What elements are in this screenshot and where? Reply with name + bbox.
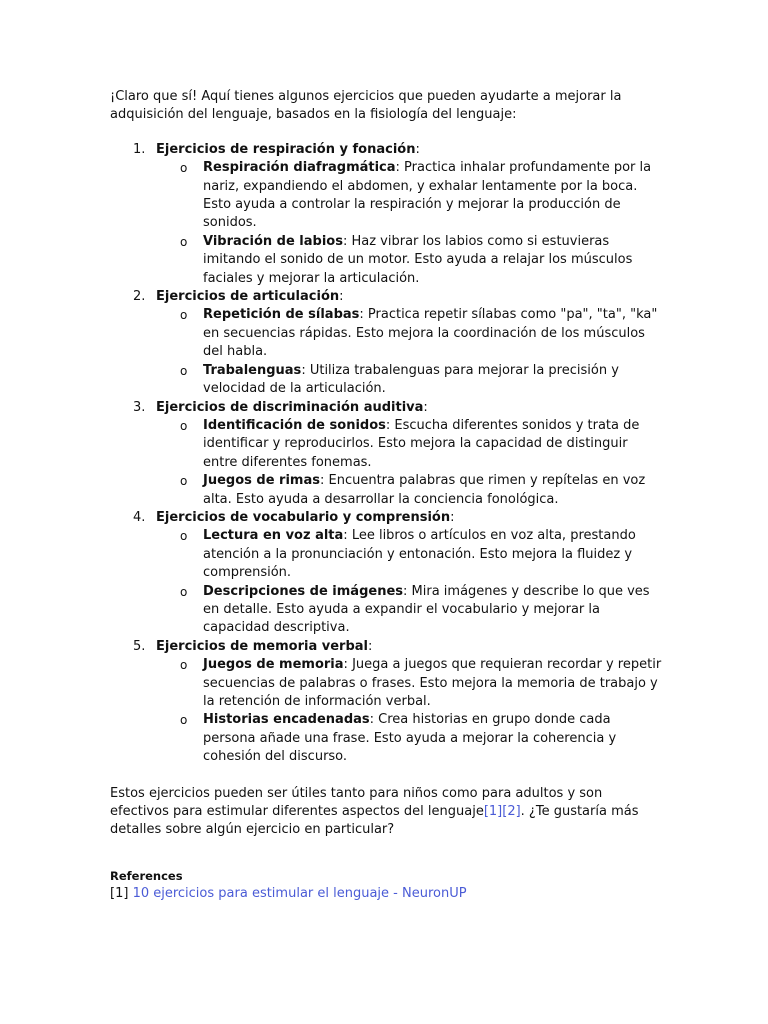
section-title: Ejercicios de vocabulario y comprensión xyxy=(156,509,451,525)
list-item: o Juegos de memoria: Juega a juegos que requieran recordar y repetir secuencias de palabras o frases. Esto mejora la memoria de trabajo y la retención de información verbal. xyxy=(180,657,662,709)
exercise-sections-list xyxy=(110,141,662,767)
references-section xyxy=(110,867,662,903)
section-1: 1. Ejercicios de respiración y fonación: o Respiración diafragmática: Practica inhalar profundamente por la nariz, expandiendo el abdomen, y exhalar lentamente por la boca. Esto ayuda a controlar la respiración y mejorar la producción de sonidos. o Vibración de labios: Haz vibrar los labios como si estuvieras imitando el sonido de un motor. Esto ayuda a relajar los músculos faciales y mejorar la articulación. xyxy=(110,141,662,288)
item-text: Haz vibrar los labios como si estuvieras imitando el sonido de un motor. Esto ayuda a relajar los músculos faciales y mejorar la articulación. xyxy=(203,233,633,286)
section-items xyxy=(156,527,662,637)
item-text: Juega a juegos que requieran recordar y repetir secuencias de palabras o frases. Esto mejora la memoria de trabajo y la retención de información verbal. xyxy=(203,657,662,709)
bullet-marker: o xyxy=(180,418,188,433)
item-text: Practica inhalar profundamente por la nariz, expandiendo el abdomen, y exhalar lentamente por la boca. Esto ayuda a controlar la respiración y mejorar la producción de sonidos. xyxy=(203,160,652,231)
item-text: Lee libros o artículos en voz alta, prestando atención a la pronunciación y entonación. Esto mejora la fluidez y comprensión. xyxy=(203,528,636,581)
section-items xyxy=(156,656,662,766)
section-number: 5. xyxy=(133,638,146,654)
bullet-marker: o xyxy=(180,474,188,489)
section-items xyxy=(156,306,662,398)
item-text: Encuentra palabras que rimen y repítelas en voz alta. Esto ayuda a desarrollar la conciencia fonológica. xyxy=(203,473,646,507)
citation-link-2[interactable]: [2] xyxy=(502,804,521,820)
item-title: Juegos de rimas xyxy=(203,473,320,489)
item-text: Mira imágenes y describe lo que ves en detalle. Esto ayuda a expandir el vocabulario y mejorar la capacidad descriptiva. xyxy=(203,583,650,636)
section-3: 3. Ejercicios de discriminación auditiva: o Identificación de sonidos: Escucha diferentes sonidos y trata de identificar y reproducirlos. Esto mejora la capacidad de distinguir entre diferentes fonemas. o Juegos de rimas: Encuentra palabras que rimen y repítelas en voz alta. Esto ayuda a desarrollar la conciencia fonológica. xyxy=(110,399,662,509)
bullet-marker: o xyxy=(180,658,188,673)
item-text: Crea historias en grupo donde cada persona añade una frase. Esto ayuda a mejorar la coherencia y cohesión del discurso. xyxy=(203,712,617,765)
bullet-marker: o xyxy=(180,363,188,378)
section-number: 1. xyxy=(133,141,146,157)
item-title: Juegos de memoria xyxy=(203,657,344,673)
section-4: 4. Ejercicios de vocabulario y comprensión: o Lectura en voz alta: Lee libros o artículos en voz alta, prestando atención a la pronunciación y entonación. Esto mejora la fluidez y comprensión. o Descripciones de imágenes: Mira imágenes y describe lo que ves en detalle. Esto ayuda a expandir el vocabulario y mejorar la capacidad descriptiva. xyxy=(110,509,662,638)
section-number: 4. xyxy=(133,509,146,525)
item-text: Practica repetir sílabas como "pa", "ta", "ka" en secuencias rápidas. Esto mejora la coordinación de los músculos del habla. xyxy=(203,307,658,360)
bullet-marker: o xyxy=(180,234,188,249)
section-items xyxy=(156,159,662,288)
bullet-marker: o xyxy=(180,713,188,728)
list-item: o Trabalenguas: Utiliza trabalenguas para mejorar la precisión y velocidad de la articulación. xyxy=(180,362,619,397)
item-text: Utiliza trabalenguas para mejorar la precisión y velocidad de la articulación. xyxy=(203,362,619,397)
reference-marker: [1] xyxy=(110,885,129,901)
list-item: o Descripciones de imágenes: Mira imágenes y describe lo que ves en detalle. Esto ayuda a expandir el vocabulario y mejorar la capacidad descriptiva. xyxy=(180,583,650,636)
list-item: o Identificación de sonidos: Escucha diferentes sonidos y trata de identificar y reproducirlos. Esto mejora la capacidad de distinguir entre diferentes fonemas. xyxy=(180,417,640,470)
closing-paragraph xyxy=(110,785,640,840)
list-item: o Juegos de rimas: Encuentra palabras que rimen y repítelas en voz alta. Esto ayuda a desarrollar la conciencia fonológica. xyxy=(180,473,646,507)
citation-link-1[interactable]: [1] xyxy=(483,804,503,820)
closing-question: . ¿Te gustaría más detalles sobre algún ejercicio en particular? xyxy=(110,804,639,838)
references-heading: References xyxy=(110,868,183,883)
item-title: Historias encadenadas xyxy=(203,712,370,728)
bullet-marker: o xyxy=(180,308,188,323)
item-title: Respiración diafragmática xyxy=(203,160,396,176)
section-number: 2. xyxy=(133,289,146,305)
list-item: o Repetición de sílabas: Practica repetir sílabas como "pa", "ta", "ka" en secuencias rápidas. Esto mejora la coordinación de los músculos del habla. xyxy=(180,307,658,360)
intro-paragraph: ¡Claro que sí! Aquí tienes algunos ejercicios que pueden ayudarte a mejorar la adquisición del lenguaje, basados en la fisiología del lenguaje: xyxy=(110,89,622,123)
section-number: 3. xyxy=(133,399,146,415)
reference-item xyxy=(110,885,662,903)
section-title: Ejercicios de memoria verbal xyxy=(156,638,368,654)
bullet-marker: o xyxy=(180,161,188,176)
section-2: 2. Ejercicios de articulación: o Repetición de sílabas: Practica repetir sílabas como "pa", "ta", "ka" en secuencias rápidas. Esto mejora la coordinación de los músculos del habla. o Trabalenguas: Utiliza trabalenguas para mejorar la precisión y velocidad de la articulación. xyxy=(110,288,662,398)
reference-link[interactable]: 10 ejercicios para estimular el lenguaje - NeuronUP xyxy=(132,885,467,901)
item-title: Identificación de sonidos xyxy=(203,417,386,433)
bullet-marker: o xyxy=(180,529,188,544)
item-title: Descripciones de imágenes xyxy=(203,583,404,599)
list-item: o Vibración de labios: Haz vibrar los labios como si estuvieras imitando el sonido de un motor. Esto ayuda a relajar los músculos faciales y mejorar la articulación. xyxy=(180,233,633,286)
item-text: Escucha diferentes sonidos y trata de identificar y reproducirlos. Esto mejora la capacidad de distinguir entre diferentes fonemas. xyxy=(203,417,640,470)
document-page xyxy=(110,88,662,903)
list-item: o Historias encadenadas: Crea historias en grupo donde cada persona añade una frase. Esto ayuda a mejorar la coherencia y cohesión del discurso. xyxy=(180,712,617,765)
item-title: Vibración de labios xyxy=(203,233,343,249)
section-title: Ejercicios de discriminación auditiva xyxy=(156,399,424,415)
list-item: o Respiración diafragmática: Practica inhalar profundamente por la nariz, expandiendo el abdomen, y exhalar lentamente por la boca. Esto ayuda a controlar la respiración y mejorar la producción de sonidos. xyxy=(180,160,652,231)
item-title: Repetición de sílabas xyxy=(203,307,360,323)
list-item: o Lectura en voz alta: Lee libros o artículos en voz alta, prestando atención a la pronunciación y entonación. Esto mejora la fluidez y comprensión. xyxy=(180,528,636,581)
closing-text: Estos ejercicios pueden ser útiles tanto para niños como para adultos y son efectivos para estimular diferentes aspectos del lenguaje xyxy=(110,785,603,820)
section-5: 5. Ejercicios de memoria verbal: o Juegos de memoria: Juega a juegos que requieran recordar y repetir secuencias de palabras o frases. Esto mejora la memoria de trabajo y la retención de información verbal. o Historias encadenadas: Crea historias en grupo donde cada persona añade una frase. Esto ayuda a mejorar la coherencia y cohesión del discurso. xyxy=(110,638,662,767)
section-items xyxy=(156,417,662,509)
bullet-marker: o xyxy=(180,584,188,599)
section-title: Ejercicios de articulación xyxy=(156,289,340,305)
section-title: Ejercicios de respiración y fonación xyxy=(156,141,416,157)
item-title: Trabalenguas xyxy=(203,362,302,378)
item-title: Lectura en voz alta xyxy=(203,528,344,544)
